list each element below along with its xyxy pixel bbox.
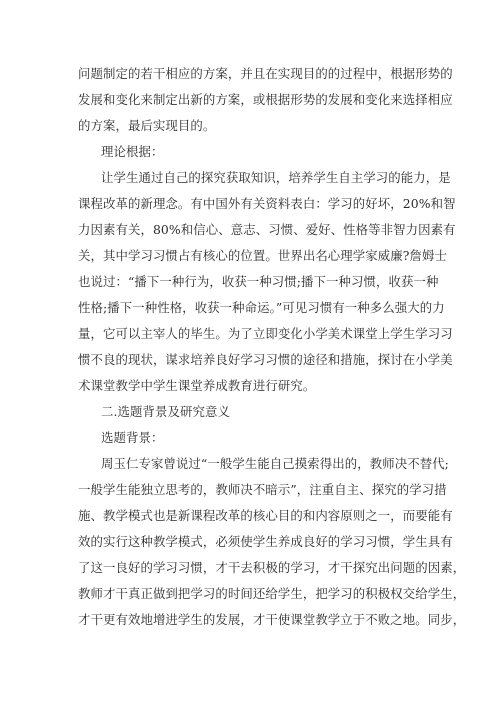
paragraph-line: 了这一良好的学习习惯，才干去积极的学习，才干探究出问题的因素，: [78, 560, 466, 575]
paragraph-line: 施、教学模式也是新课程改革的核心目的和内容原则之一，而要能有: [78, 508, 453, 523]
paragraph-line: 才干更有效地增进学生的发展，才干使课堂教学立于不败之地。同步，: [78, 612, 466, 627]
paragraph-line: 课程改革的新理念。有中国外有关资料表白：学习的好坏，20%和智: [78, 196, 456, 211]
section-heading: 选题背景：: [101, 430, 164, 445]
paragraph-line: 也说过：“播下一种行为，收获一种习惯;播下一种习惯，收获一种: [78, 274, 439, 289]
paragraph-line: 教师才干真正做到把学习的时间还给学生，把学习的积极权交给学生，: [78, 586, 466, 601]
paragraph-line: 量，它可以主宰人的毕生。为了立即变化小学美术课堂上学生学习习: [78, 326, 453, 341]
paragraph-line: 周玉仁专家曾说过“一般学生能自己摸索得出的，教师决不替代;: [101, 456, 449, 471]
paragraph-line: 关，其中学习习惯占有核心的位置。世界出名心理学家威廉?詹姆士: [78, 248, 447, 263]
section-heading: 理论根据：: [101, 144, 164, 159]
paragraph-line: 惯不良的现状，谋求培养良好学习习惯的途径和措施，探讨在小学美: [78, 352, 453, 367]
paragraph-line: 效的实行这种教学模式，必须使学生养成良好的学习习惯，学生具有: [78, 534, 453, 549]
paragraph-line: 力因素有关，80%和信心、意志、习惯、爱好、性格等非智力因素有: [78, 222, 456, 237]
paragraph-line: 性格;播下一种性格，收获一种命运。”可见习惯有一种多么强大的力: [78, 300, 445, 315]
section-title: 二.选题背景及研究意义: [101, 404, 230, 419]
paragraph-line: 让学生通过自己的探究获取知识，培养学生自主学习的能力，是: [101, 170, 451, 185]
paragraph-line: 问题制定的若干相应的方案，并且在实现目的的过程中，根据形势的: [78, 66, 453, 81]
paragraph-line: 发展和变化来制定出新的方案，或根据形势的发展和变化来选择相应: [78, 92, 453, 107]
paragraph-line: 的方案，最后实现目的。: [78, 118, 216, 133]
paragraph-line: 一般学生能独立思考的，教师决不暗示”，注重自主、探究的学习措: [78, 482, 447, 497]
paragraph-line: 术课堂教学中学生课堂养成教育进行研究。: [78, 378, 316, 393]
